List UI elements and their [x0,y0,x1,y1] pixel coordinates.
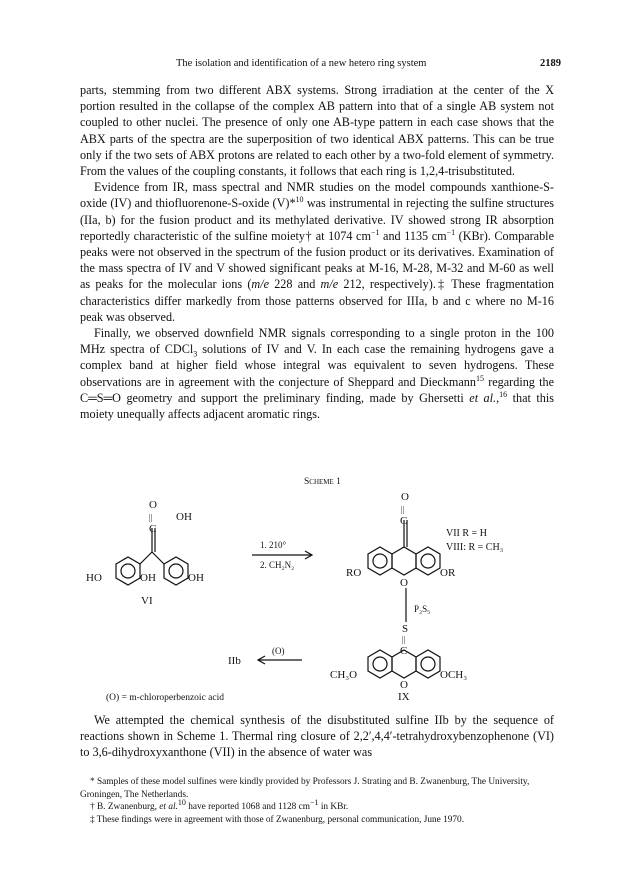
atom-c: C [400,645,408,657]
main-text [80,82,554,422]
vii-ring-right [416,547,440,575]
paragraph-2-part: (KBr). Comparable peaks were not observed in the spectrum of the fusion product or its derivatives. Examination of the mass spectra of IV and V showed significant peaks at M-16, M-28, M-32 and M-60 as well as peaks for the molecular ions ( [80,228,554,292]
atom-dbl: || [402,635,406,644]
et-al: et al. [469,390,497,405]
atom-ch3o: CH₃O [330,669,358,681]
scheme-1 [76,472,566,702]
ref-10: 10 [177,797,186,807]
atom-och3: OCH₃ [440,669,468,681]
atom-c: C [400,515,408,527]
atom-o: O [149,499,157,511]
mz-italic: m/e [251,277,269,292]
reagent-p2s5: P₂S₅ [414,604,431,614]
paragraph-2-part: and 1135 cm [379,228,447,243]
atom-dbl: || [401,505,405,514]
atom-dbl: || [149,513,153,522]
ix-ring-right-circle [421,657,435,671]
lower-text [80,712,554,761]
ref-15: 15 [476,373,484,383]
paragraph-3-part: Finally, we observed downfield NMR signals corresponding to a single proton in the 100 MHz spectra of CDCl [80,326,554,357]
atom-ro: RO [346,567,362,579]
atom-o-ring: O [400,679,408,691]
ref-16: 16 [499,389,508,399]
exponent: −1 [446,227,456,237]
paragraph-2-part: 212, respectively).‡ These fragmentation characteristics differ markedly from those patterns observed for IIIa, b and c where no M-16 peak was observed. [80,277,554,324]
vii-ring-left-circle [373,554,387,568]
running-title: The isolation and identification of a new hetero ring system [176,58,427,69]
exponent: −1 [309,797,319,807]
scheme-drawing [76,472,566,702]
scheme-title: Scheme 1 [304,477,341,487]
atom-or: OR [440,567,456,579]
vi-ring-right [164,557,188,585]
vii-ring-right-circle [421,554,435,568]
exponent: −1 [370,227,380,237]
footnote-3: ‡ These findings were in agreement with those of Zwanenburg, personal communication, June 1970. [90,814,465,825]
vi-ring-right-circle [169,564,183,578]
paragraph-3-part: that this moiety unequally affects adjacent aromatic rings. [80,390,554,422]
label-ix: IX [398,691,410,702]
et-al: et al. [159,802,178,812]
step-1: 1. 210° [260,540,287,550]
paragraph-2-part: was instrumental in rejecting the sulfine structures (IIa, b) for the fusion product and its methylated derivative. IV showed strong IR absorption reportedly characteristic of the sulfine moiety† at 1074 cm [80,196,554,243]
atom-oh: OH [176,511,192,523]
label-vii: VII R = H [446,528,487,539]
ix-ring-right [416,650,440,678]
footnote-2-part: † B. Zwanenburg, [90,802,160,812]
footnote-2-part: in KBr. [318,802,349,812]
label-vi: VI [141,595,153,607]
atom-ho: HO [86,572,102,584]
atom-s: S [402,623,409,635]
label-viii: VIII: R = CH₃ [446,542,504,553]
vi-ring-left [116,557,140,585]
vi-ring-left-circle [121,564,135,578]
step-2: 2. CH₂N₂ [260,560,295,570]
atom-c: C [149,523,157,535]
atom-oh: OH [188,572,204,584]
scheme-legend: (O) = m-chloroperbenzoic acid [106,693,224,702]
paragraph-3-part: regarding the C═S═O geometry and support the preliminary finding, made by Ghersetti [80,374,554,405]
paragraph-3-part: , [496,390,500,405]
paragraph-1: parts, stemming from two different ABX systems. Strong irradiation at the center of the X portion resulted in the collapse of the complex AB pattern into that of a single AB system not coupled to other nuclei. The presence of only one AB-type pattern in each case shows that the ABX parts of the spectra are the superposition of two identical ABX patterns. This can be true only if the two sets of ABX protons are related to each other by a two-fold element of symmetry. From the values of the coupling constants, it follows that each ring is 1,2,4-trisubstituted. [80,83,554,179]
footnote-2 [80,797,554,814]
ix-ring-left-circle [373,657,387,671]
atom-o: O [401,491,409,503]
ref-10: 10 [295,195,304,205]
paragraph-3-part: solutions of IV and V. In each case the remaining hydrogens gave a complex band at higher field whose integral was equivalent to seven hydrogens. These observations are in agreement with the conjecture of Sheppard and Dieckmann [80,342,555,389]
paragraph-2 [80,179,554,325]
paragraph-3 [80,325,554,422]
paragraph-2-part: 228 and [269,277,321,292]
atom-oh: OH [140,572,156,584]
subscript: 3 [193,349,198,359]
footnote-1: * Samples of these model sulfines were kindly provided by Professors J. Strating and B. Zwanenburg, The University, Groningen, The Netherlands. [80,777,530,800]
paragraph-2-part: Evidence from IR, mass spectral and NMR studies on the model compounds xanthione-S-oxide (IV) and thiofluorenone-S-oxide (V)* [80,180,554,211]
footnotes [80,776,554,826]
ix-ring-left [368,650,392,678]
page-number: 2189 [540,58,561,69]
mz-italic: m/e [320,277,339,292]
vii-ring-left [368,547,392,575]
label-iib: IIb [228,655,241,667]
oxidant: (O) [272,646,285,656]
paragraph-4: We attempted the chemical synthesis of the disubstituted sulfine IIb by the sequence of reactions shown in Scheme 1. Thermal ring closure of 2,2′,4,4′-tetrahydroxybenzophenone (VI) to 3,6-dihydroxyxanthone (VII) in the absence of water was [80,713,554,760]
atom-o-ring: O [400,577,408,589]
footnote-2-part: have reported 1068 and 1128 cm [185,802,310,812]
vii-ring-center [392,547,416,575]
